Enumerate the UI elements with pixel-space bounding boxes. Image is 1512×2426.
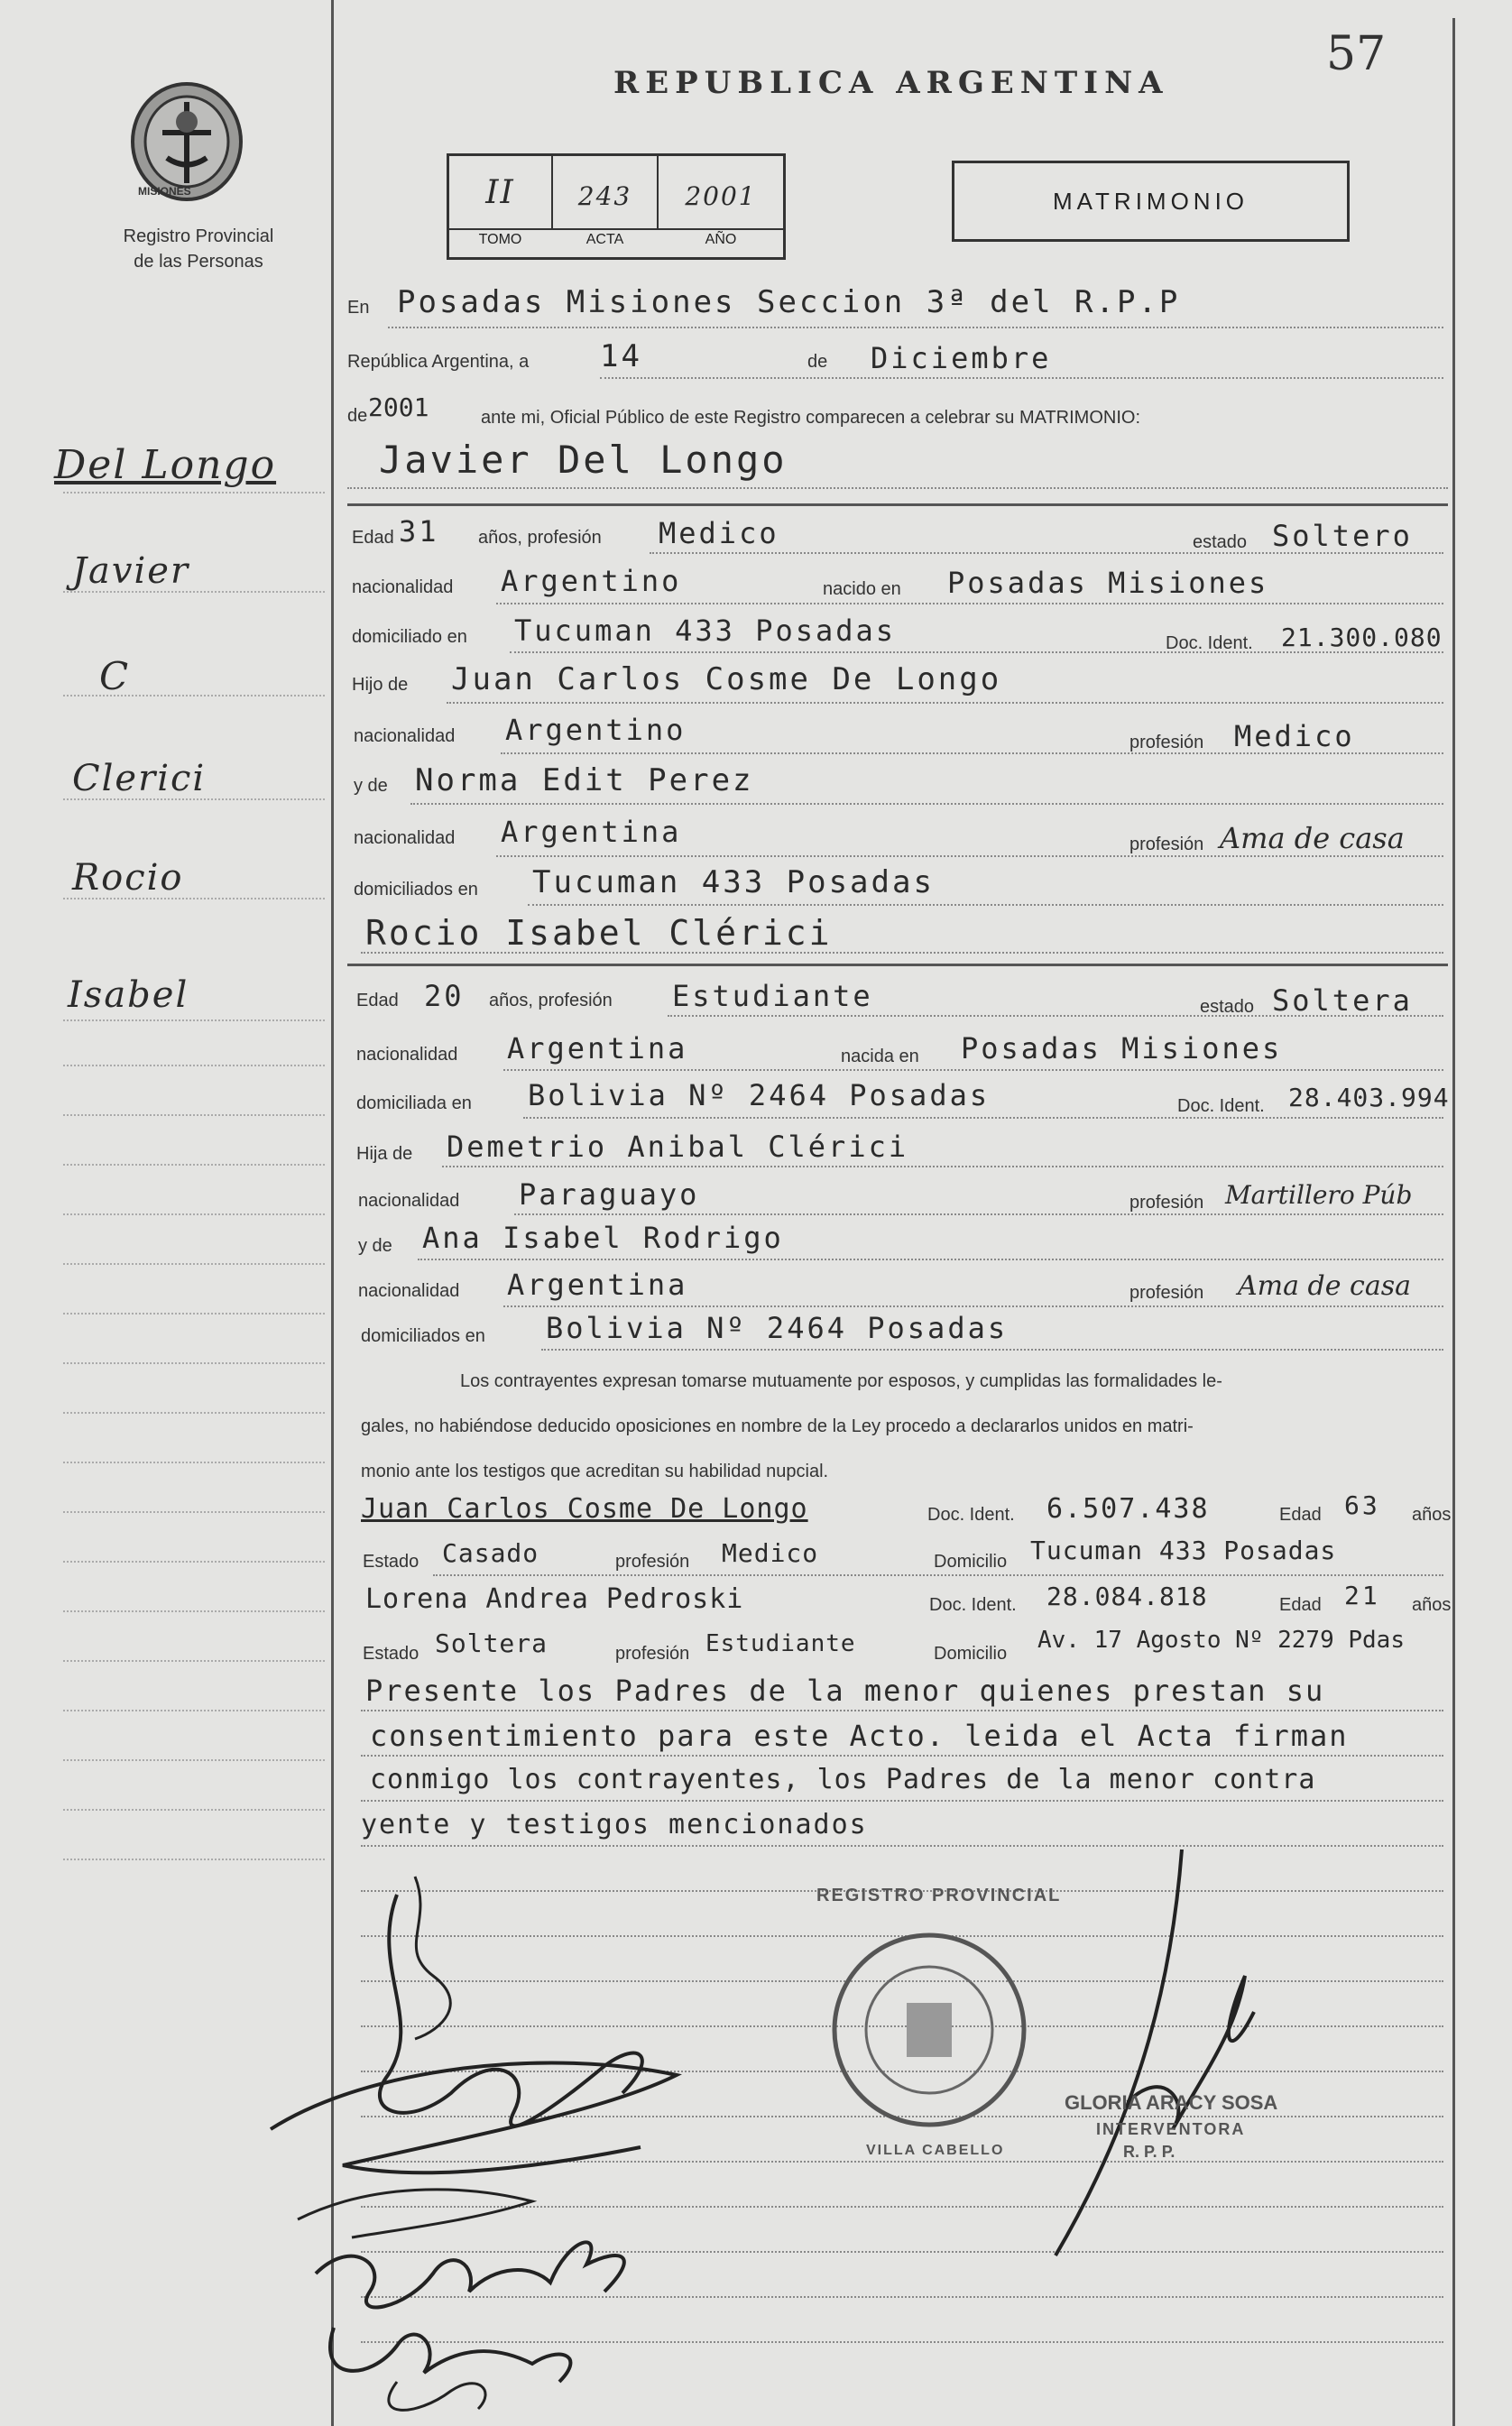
day: 14 [600,338,642,374]
groom-nac-label: nacionalidad [352,577,454,597]
groom-yde-label: y de [354,776,388,796]
bride-doms-label: domiciliados en [361,1326,485,1346]
bride-padre-prof: Martillero Púb [1225,1180,1413,1210]
bride-separator [347,964,1448,966]
registry-name: Registro Provincial de las Personas [123,226,274,272]
bride-padre-nac: Paraguayo [519,1177,700,1212]
witness2-edad: 21 [1344,1581,1380,1610]
groom-nacido-label: nacido en [823,579,901,599]
witness1-anos-label: años [1412,1505,1452,1525]
witness2-doc-label: Doc. Ident. [929,1595,1017,1615]
bride-madre-prof-label: profesión [1129,1283,1204,1303]
witness1-doc-label: Doc. Ident. [927,1505,1015,1525]
groom-doms-label: domiciliados en [354,880,478,899]
bride-nacionalidad: Argentina [507,1031,688,1065]
witness2-prof-label: profesión [615,1644,690,1664]
groom-padre-prof: Medico [1234,719,1355,753]
bride-anos-label: años, profesión [489,991,613,1010]
bride-edad: 20 [424,979,465,1013]
witness1-prof-label: profesión [615,1552,690,1572]
stamp-ring-text: REGISTRO PROVINCIAL [816,1886,1062,1905]
witness2-doc: 28.084.818 [1046,1582,1208,1611]
groom-madre-nac: Argentina [501,815,682,849]
document-type: MATRIMONIO [952,161,1350,242]
margin-initial: C [99,654,131,698]
groom-doc-label: Doc. Ident. [1166,633,1253,653]
bride-padre-nac-label: nacionalidad [358,1191,460,1211]
bride-nacida-en: Posadas Misiones [961,1031,1283,1065]
country-title: REPUBLICA ARGENTINA [613,65,1169,101]
bride-madre: Ana Isabel Rodrigo [422,1221,784,1255]
official-office: R. P. P. [1123,2143,1175,2161]
margin-bride-name: Rocio [72,857,184,899]
de-label: de [807,352,828,372]
groom-separator [347,503,1448,506]
intro-text: ante mi, Oficial Público de este Registro comparecen a celebrar su MATRIMONIO: [481,408,1141,428]
witness1-profesion: Medico [722,1538,819,1568]
note-line-4: yente y testigos mencionados [361,1809,868,1840]
groom-doc: 21.300.080 [1281,623,1443,652]
note-line-2: consentimiento para este Acto. leida el Acta firman [370,1719,1349,1753]
bride-madre-nac-label: nacionalidad [358,1281,460,1301]
groom-padre-nac-label: nacionalidad [354,726,456,746]
republica-label: República Argentina, a [347,352,530,372]
note-line-1: Presente los Padres de la menor quienes prestan su [365,1674,1325,1708]
bride-estado-label: estado [1200,997,1255,1017]
margin-bride-surname: Clerici [72,758,207,799]
provincial-seal-icon [126,77,248,203]
registry-stamp-icon [825,1922,1033,2138]
witness1-estado-label: Estado [363,1552,419,1572]
groom-nacido-en: Posadas Misiones [947,566,1269,600]
groom-nacionalidad: Argentino [501,564,682,598]
groom-madre-nac-label: nacionalidad [354,828,456,848]
bride-estado: Soltera [1272,983,1413,1018]
witness1-edad-label: Edad [1279,1505,1322,1525]
stamp-inner-text: VILLA CABELLO [866,2143,1005,2158]
bride-dom-label: domiciliada en [356,1093,472,1113]
witness1-doc: 6.507.438 [1046,1493,1210,1525]
groom-madre: Norma Edit Perez [415,762,754,798]
year-prefix: de [347,406,368,426]
note-line-3: conmigo los contrayentes, los Padres de la menor contra [370,1764,1316,1795]
official-signature-icon [1037,1831,1308,2265]
bride-domicilio: Bolivia Nº 2464 Posadas [528,1078,991,1112]
bride-name: Rocio Isabel Clérici [365,913,833,953]
acta-value: 243 [577,181,632,211]
margin-firstname: Javier [72,550,190,592]
witness1-name: Juan Carlos Cosme De Longo [361,1493,808,1525]
tomo-value: II [485,174,515,211]
witness2-estado-label: Estado [363,1644,419,1664]
month: Diciembre [871,341,1052,375]
groom-padre-nac: Argentino [505,713,687,747]
declaration-line-2: gales, no habiéndose deducido oposiciones en nombre de la Ley procedo a declararlos unidos en matri- [361,1416,1194,1436]
ano-value: 2001 [685,181,757,211]
declaration-line-1: Los contrayentes expresan tomarse mutuamente por esposos, y cumplidas las formalidades le- [460,1371,1222,1391]
witness2-profesion: Estudiante [705,1630,856,1657]
record-box [447,153,786,260]
groom-anos-label: años, profesión [478,528,602,548]
bride-edad-label: Edad [356,991,399,1010]
bride-madre-nac: Argentina [507,1268,688,1302]
bride-yde-label: y de [358,1236,392,1256]
witness1-dom-label: Domicilio [934,1552,1008,1572]
acta-label: ACTA [585,232,624,247]
bride-profesion: Estudiante [672,979,873,1013]
witness1-estado: Casado [442,1538,539,1568]
official-title: INTERVENTORA [1096,2120,1246,2138]
tomo-label: TOMO [478,232,522,247]
groom-edad: 31 [399,514,439,549]
bride-padres-dom: Bolivia Nº 2464 Posadas [546,1311,1009,1345]
witness2-estado: Soltera [435,1628,549,1658]
groom-name: Javier Del Longo [379,438,788,482]
witness1-domicilio: Tucuman 433 Posadas [1030,1536,1337,1565]
bride-padre: Demetrio Anibal Clérici [447,1130,909,1164]
year: 2001 [368,392,429,422]
groom-profesion: Medico [659,516,779,550]
groom-estado-label: estado [1193,532,1248,552]
witness2-edad-label: Edad [1279,1595,1322,1615]
groom-hijo-label: Hijo de [352,675,409,695]
en-label: En [347,298,370,318]
groom-madre-prof: Ama de casa [1220,821,1405,855]
margin-bride-middle: Isabel [68,974,189,1016]
right-rule [1452,18,1455,2426]
ano-label: AÑO [705,232,737,247]
bride-madre-prof: Ama de casa [1238,1270,1411,1302]
bride-nacida-label: nacida en [841,1047,919,1066]
seal-text: MISIONES [138,185,191,198]
witness1-edad: 63 [1344,1490,1380,1520]
bride-padre-prof-label: profesión [1129,1193,1204,1213]
groom-padre-prof-label: profesión [1129,733,1204,752]
place: Posadas Misiones Seccion 3ª del R.P.P [397,284,1181,320]
groom-estado: Soltero [1272,519,1413,553]
groom-edad-label: Edad [352,528,394,548]
declaration-line-3: monio ante los testigos que acreditan su habilidad nupcial. [361,1462,829,1481]
groom-madre-prof-label: profesión [1129,835,1204,854]
bride-nac-label: nacionalidad [356,1045,458,1065]
groom-domicilio: Tucuman 433 Posadas [514,613,897,648]
groom-padres-dom: Tucuman 433 Posadas [532,864,935,900]
official-name: GLORIA ARACY SOSA [1065,2091,1278,2114]
witness2-dom-label: Domicilio [934,1644,1008,1664]
witness2-name: Lorena Andrea Pedroski [365,1583,744,1615]
signatures-scribble-icon [262,1840,767,2418]
groom-dom-label: domiciliado en [352,627,467,647]
witness2-anos-label: años [1412,1595,1452,1615]
bride-doc: 28.403.994 [1288,1083,1450,1112]
page-number: 57 [1326,27,1387,81]
witness2-domicilio: Av. 17 Agosto Nº 2279 Pdas [1037,1627,1405,1654]
bride-doc-label: Doc. Ident. [1177,1096,1265,1116]
bride-hija-label: Hija de [356,1144,413,1164]
groom-padre: Juan Carlos Cosme De Longo [451,661,1002,697]
margin-surname: Del Longo [54,442,277,488]
